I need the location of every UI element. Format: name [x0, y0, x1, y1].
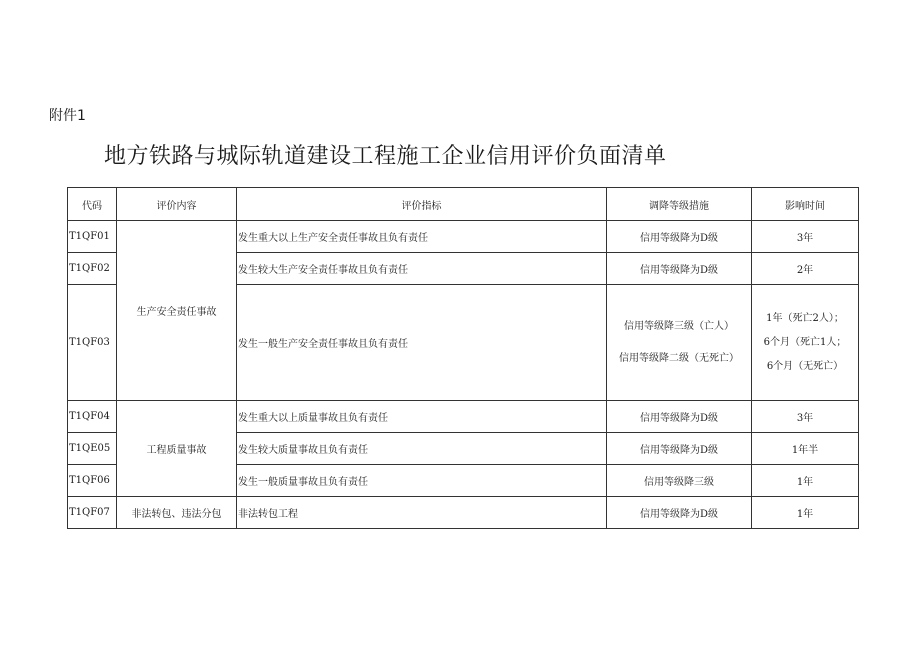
row-code: T1QF06: [68, 465, 117, 497]
header-measure: 调降等级措施: [607, 188, 752, 221]
table-header-row: [68, 188, 859, 221]
row-code: T1QF04: [68, 401, 117, 433]
header-indicator: 评价指标: [237, 188, 607, 221]
row-indicator: 发生重大以上生产安全责任事故且负有责任: [237, 221, 607, 253]
row-code: T1QF02: [68, 253, 117, 285]
row-code: T1QE05: [68, 433, 117, 465]
header-duration: 影响时间: [752, 188, 859, 221]
page-title: 地方铁路与城际轨道建设工程施工企业信用评价负面清单: [104, 144, 667, 169]
row-code: T1QF01: [68, 221, 117, 253]
table-row: [68, 221, 859, 253]
table-row: [68, 401, 859, 433]
category-safety: 生产安全责任事故: [117, 221, 237, 401]
row-indicator: 发生重大以上质量事故且负有责任: [237, 401, 607, 433]
duration-line: 6个月（无死亡）: [766, 360, 844, 372]
row-duration: 3年: [752, 401, 859, 433]
negative-list-table: [67, 187, 859, 529]
category-quality: 工程质量事故: [117, 401, 237, 497]
row-measure: 信用等级降为D级: [607, 221, 752, 253]
row-indicator: 非法转包工程: [237, 497, 607, 529]
row-code: T1QF03: [68, 285, 117, 401]
row-measure: 信用等级降三级: [607, 465, 752, 497]
measure-line: 信用等级降二级（无死亡）: [619, 352, 739, 364]
row-measure: [607, 285, 752, 401]
row-duration: [752, 285, 859, 401]
category-subcontract: 非法转包、违法分包: [117, 497, 237, 529]
row-indicator: 发生一般生产安全责任事故且负有责任: [237, 285, 607, 401]
table-row: [68, 497, 859, 529]
row-code: T1QF07: [68, 497, 117, 529]
row-duration: 1年: [752, 465, 859, 497]
row-duration: 2年: [752, 253, 859, 285]
header-code: 代码: [68, 188, 117, 221]
duration-line: 6个月（死亡1人；: [763, 336, 847, 348]
header-content: 评价内容: [117, 188, 237, 221]
measure-line: 信用等级降三级（亡人）: [624, 320, 734, 332]
attachment-label: 附件1: [49, 108, 86, 124]
row-duration: 3年: [752, 221, 859, 253]
duration-line: 1年（死亡2人）；: [766, 312, 844, 324]
row-measure: 信用等级降为D级: [607, 253, 752, 285]
row-measure: 信用等级降为D级: [607, 433, 752, 465]
row-measure: 信用等级降为D级: [607, 497, 752, 529]
row-indicator: 发生较大生产安全责任事故且负有责任: [237, 253, 607, 285]
row-duration: 1年: [752, 497, 859, 529]
row-indicator: 发生一般质量事故且负有责任: [237, 465, 607, 497]
row-duration: 1年半: [752, 433, 859, 465]
row-indicator: 发生较大质量事故且负有责任: [237, 433, 607, 465]
row-measure: 信用等级降为D级: [607, 401, 752, 433]
